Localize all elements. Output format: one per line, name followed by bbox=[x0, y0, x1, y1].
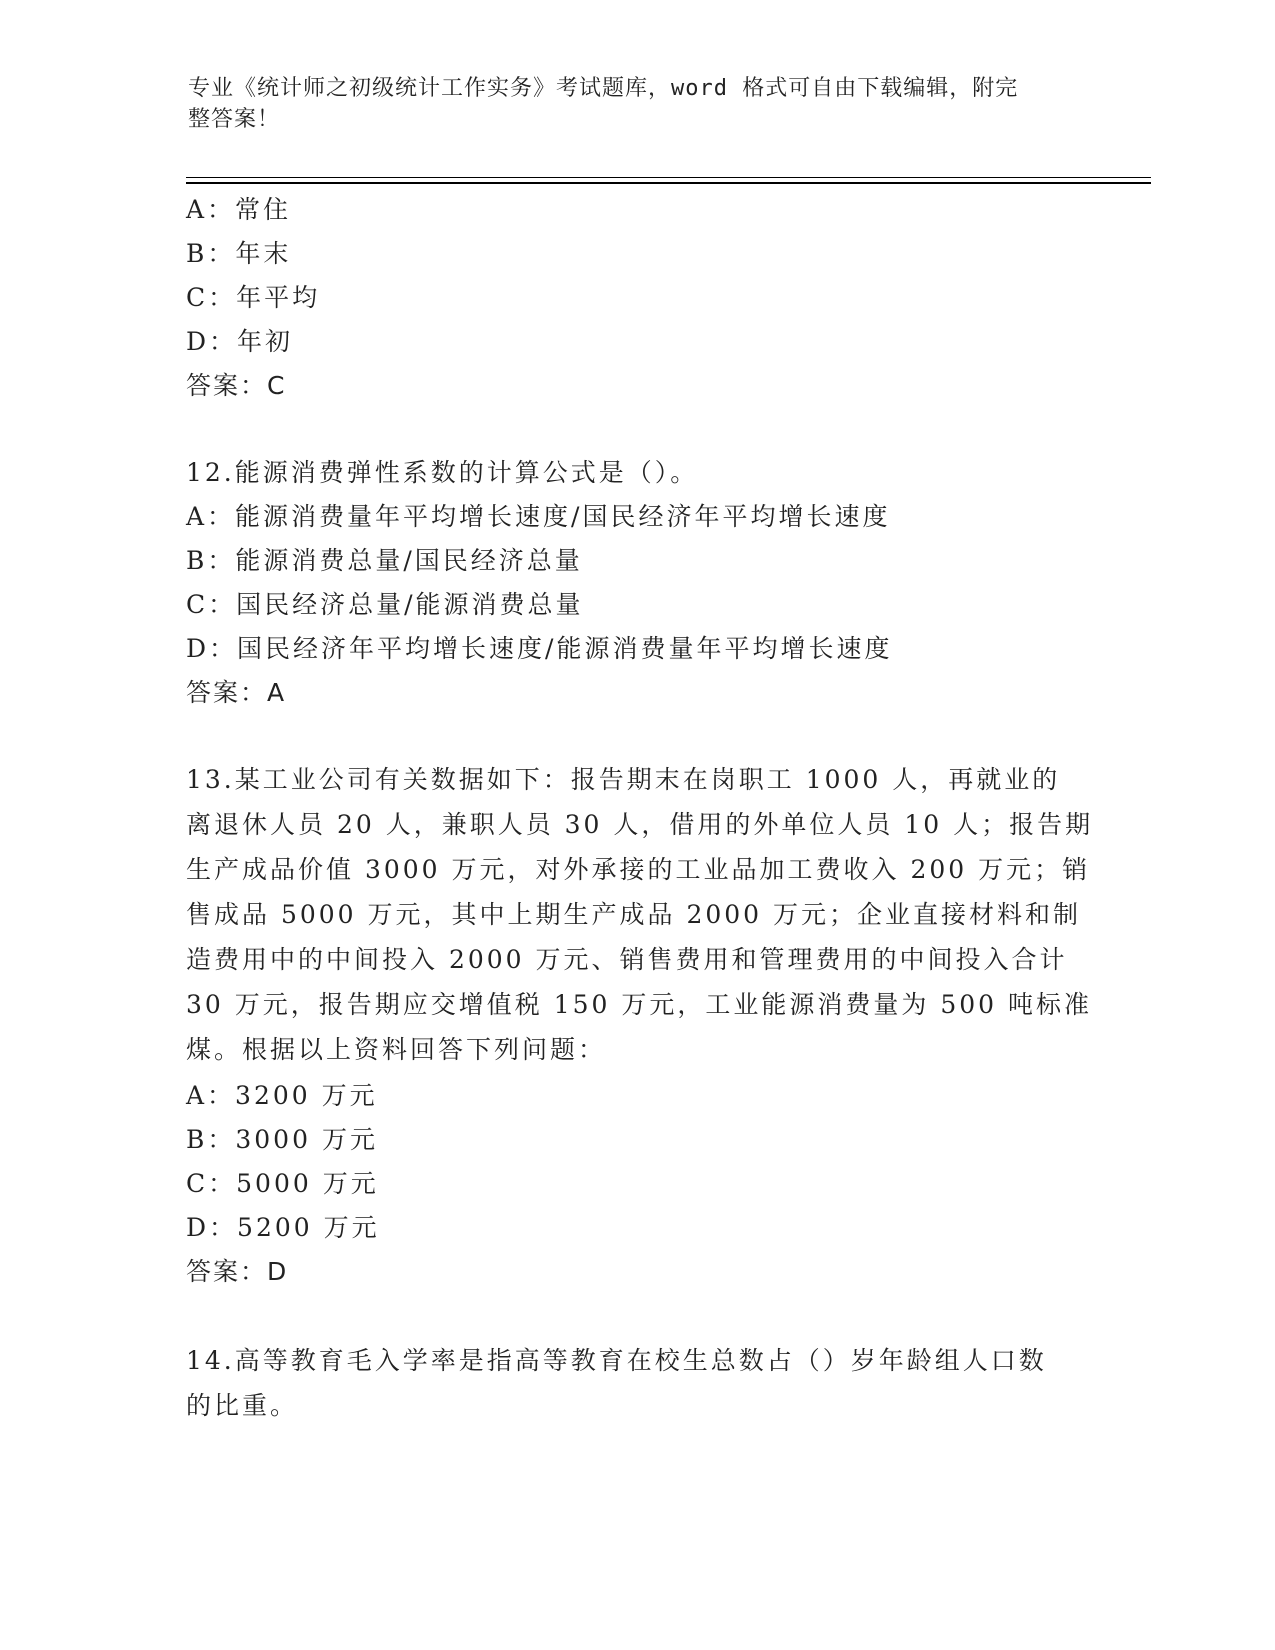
q13-option-c: C：5000 万元 bbox=[186, 1169, 379, 1198]
header-line-1: 专业《统计师之初级统计工作实务》考试题库，word 格式可自由下载编辑，附完 bbox=[188, 76, 1019, 101]
q12-stem: 12.能源消费弹性系数的计算公式是（）。 bbox=[186, 458, 699, 487]
q13-option-a: A：3200 万元 bbox=[186, 1081, 378, 1110]
q12-option-d: D：国民经济年平均增长速度/能源消费量年平均增长速度 bbox=[186, 634, 893, 663]
q13-answer: 答案：D bbox=[186, 1257, 289, 1286]
header-rule-thin bbox=[186, 177, 1151, 178]
q11-option-d: D：年初 bbox=[186, 327, 294, 356]
q12-answer: 答案：A bbox=[186, 678, 287, 707]
q13-option-b: B：3000 万元 bbox=[186, 1125, 378, 1154]
q13-stem-line-6: 30 万元，报告期应交增值税 150 万元，工业能源消费量为 500 吨标准 bbox=[186, 990, 1092, 1019]
q11-answer: 答案：C bbox=[186, 371, 287, 400]
q11-option-c: C：年平均 bbox=[186, 283, 321, 312]
header-rule-thick bbox=[186, 182, 1151, 184]
q14-stem-line-1: 14.高等教育毛入学率是指高等教育在校生总数占（）岁年龄组人口数 bbox=[186, 1346, 1047, 1375]
q13-stem-line-4: 售成品 5000 万元，其中上期生产成品 2000 万元；企业直接材料和制 bbox=[186, 900, 1082, 929]
q13-stem-line-2: 离退休人员 20 人，兼职人员 30 人，借用的外单位人员 10 人；报告期 bbox=[186, 810, 1094, 839]
q13-stem-line-7: 煤。根据以上资料回答下列问题： bbox=[186, 1035, 607, 1064]
q13-stem-line-5: 造费用中的中间投入 2000 万元、销售费用和管理费用的中间投入合计 bbox=[186, 945, 1068, 974]
q12-option-c: C：国民经济总量/能源消费总量 bbox=[186, 590, 584, 619]
q14-stem-line-2: 的比重。 bbox=[186, 1391, 299, 1420]
q11-option-a: A：常住 bbox=[186, 195, 292, 224]
header-line-2: 整答案！ bbox=[188, 107, 281, 132]
q12-option-a: A：能源消费量年平均增长速度/国民经济年平均增长速度 bbox=[186, 502, 891, 531]
q12-option-b: B：能源消费总量/国民经济总量 bbox=[186, 546, 583, 575]
q11-option-b: B：年末 bbox=[186, 239, 292, 268]
q13-option-d: D：5200 万元 bbox=[186, 1213, 380, 1242]
q13-stem-line-1: 13.某工业公司有关数据如下：报告期末在岗职工 1000 人，再就业的 bbox=[186, 765, 1061, 794]
q13-stem-line-3: 生产成品价值 3000 万元，对外承接的工业品加工费收入 200 万元；销 bbox=[186, 855, 1091, 884]
document-header bbox=[188, 73, 1068, 135]
